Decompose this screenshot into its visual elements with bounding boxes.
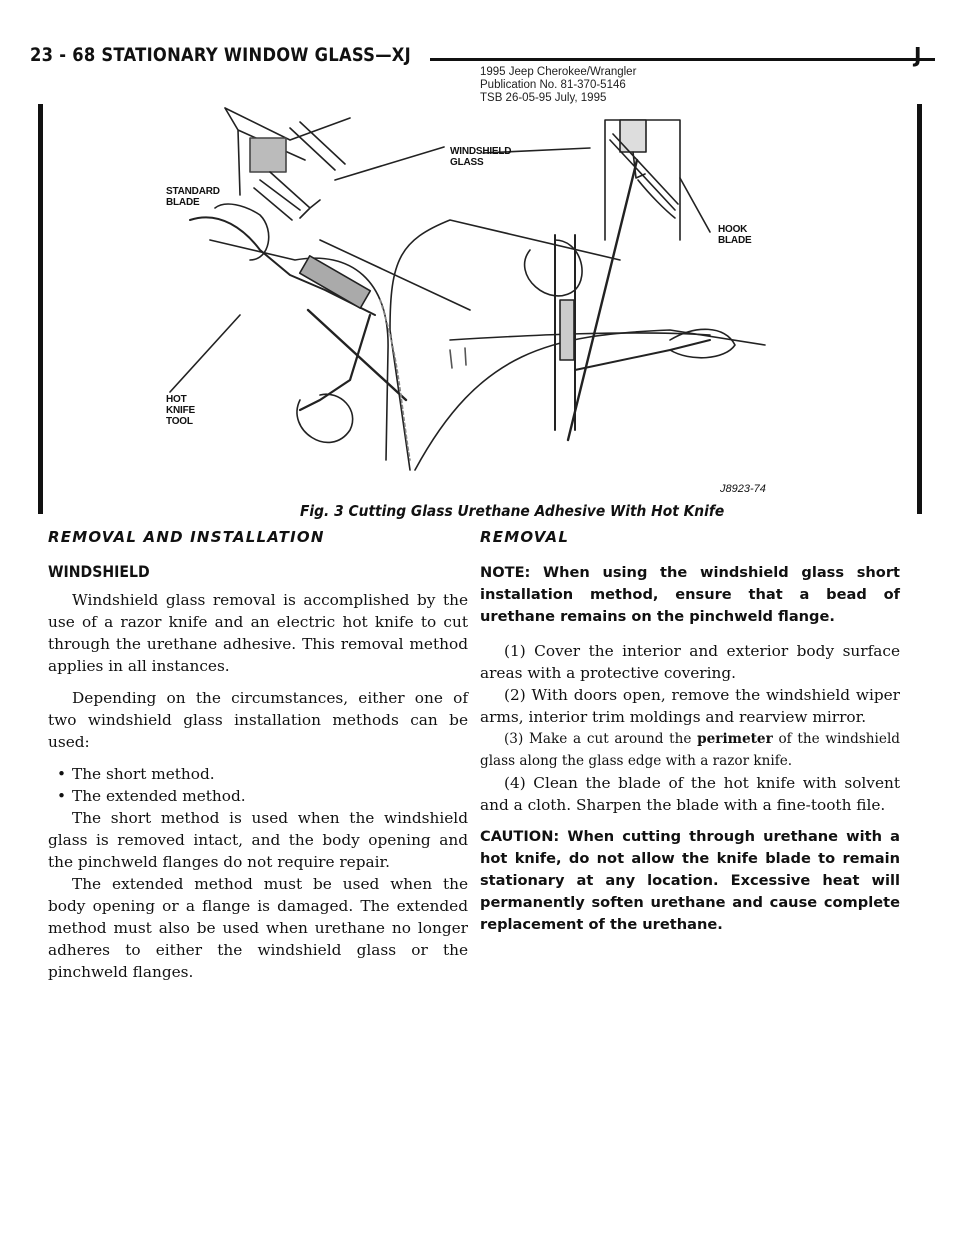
section-letter: J bbox=[914, 43, 922, 67]
step-text bbox=[480, 728, 900, 772]
step-text: (2) With doors open, remove the windshield wiper arms, interior trim moldings and rearview mirror. bbox=[480, 686, 900, 726]
step-text-part: of the windshield glass along the glass edge with a razor knife. bbox=[480, 731, 901, 769]
bullet-text: The extended method. bbox=[72, 787, 246, 805]
caution-text: CAUTION: When cutting through urethane with a hot knife, do not allow the knife blade to remain stationary at any location. Excessive heat will permanently soften urethane and cause complete replacement of the urethane. bbox=[480, 828, 900, 933]
paragraph: Windshield glass removal is accomplished by the use of a razor knife and an electric hot knife to cut through the urethane adhesive. This removal method applies in all instances. bbox=[48, 591, 468, 675]
right-column bbox=[480, 528, 900, 936]
section-title: REMOVAL AND INSTALLATION bbox=[48, 528, 325, 546]
bullet-text: The short method. bbox=[72, 765, 215, 783]
paragraph: The short method is used when the windshield glass is removed intact, and the body opening and the pinchweld flanges do not require repair. bbox=[48, 809, 468, 871]
windshield-glass-label: WINDSHIELD GLASS bbox=[450, 146, 512, 168]
paragraph: The extended method must be used when the body opening or a flange is damaged. The extended method must also be used when urethane no longer adheres to either the windshield glass or the pinchweld flanges. bbox=[48, 875, 468, 981]
bullet-icon: • bbox=[57, 765, 67, 783]
figure-code: J8923-74 bbox=[720, 483, 766, 495]
publication-line: TSB 26-05-95 July, 1995 bbox=[480, 92, 607, 104]
hot-knife-tool-label: HOT KNIFE TOOL bbox=[166, 394, 196, 427]
bullet-item bbox=[48, 763, 468, 785]
note-text: NOTE: When using the windshield glass short installation method, ensure that a bead of urethane remains on the pinchweld flange. bbox=[480, 564, 900, 625]
step-text: (4) Clean the blade of the hot knife with solvent and a cloth. Sharpen the blade with a fine-tooth file. bbox=[480, 774, 900, 814]
page-title: 23 - 68 STATIONARY WINDOW GLASS—XJ bbox=[30, 44, 412, 66]
standard-blade-label: STANDARD BLADE bbox=[166, 186, 220, 208]
left-column bbox=[48, 528, 468, 983]
bullet-item bbox=[48, 785, 468, 807]
figure-caption: Fig. 3 Cutting Glass Urethane Adhesive With Hot Knife bbox=[300, 502, 725, 520]
publication-line: Publication No. 81-370-5146 bbox=[480, 79, 626, 91]
figure-frame-right-bar bbox=[917, 104, 922, 514]
header-rule bbox=[430, 58, 935, 61]
step-emphasis: perimeter bbox=[697, 731, 773, 747]
publication-line: 1995 Jeep Cherokee/Wrangler bbox=[480, 66, 637, 78]
bullet-icon: • bbox=[57, 787, 67, 805]
step-text: (1) Cover the interior and exterior body surface areas with a protective covering. bbox=[480, 642, 900, 682]
figure-frame-left-bar bbox=[38, 104, 43, 514]
section-title: REMOVAL bbox=[480, 528, 570, 546]
hook-blade-label: HOOK BLADE bbox=[718, 224, 752, 246]
windshield-removal-illustration bbox=[150, 100, 820, 500]
step-text-part: (3) Make a cut around the bbox=[504, 731, 698, 747]
subsection-title: WINDSHIELD bbox=[48, 562, 150, 581]
paragraph: Depending on the circumstances, either one of two windshield glass installation methods can be used: bbox=[48, 689, 468, 751]
